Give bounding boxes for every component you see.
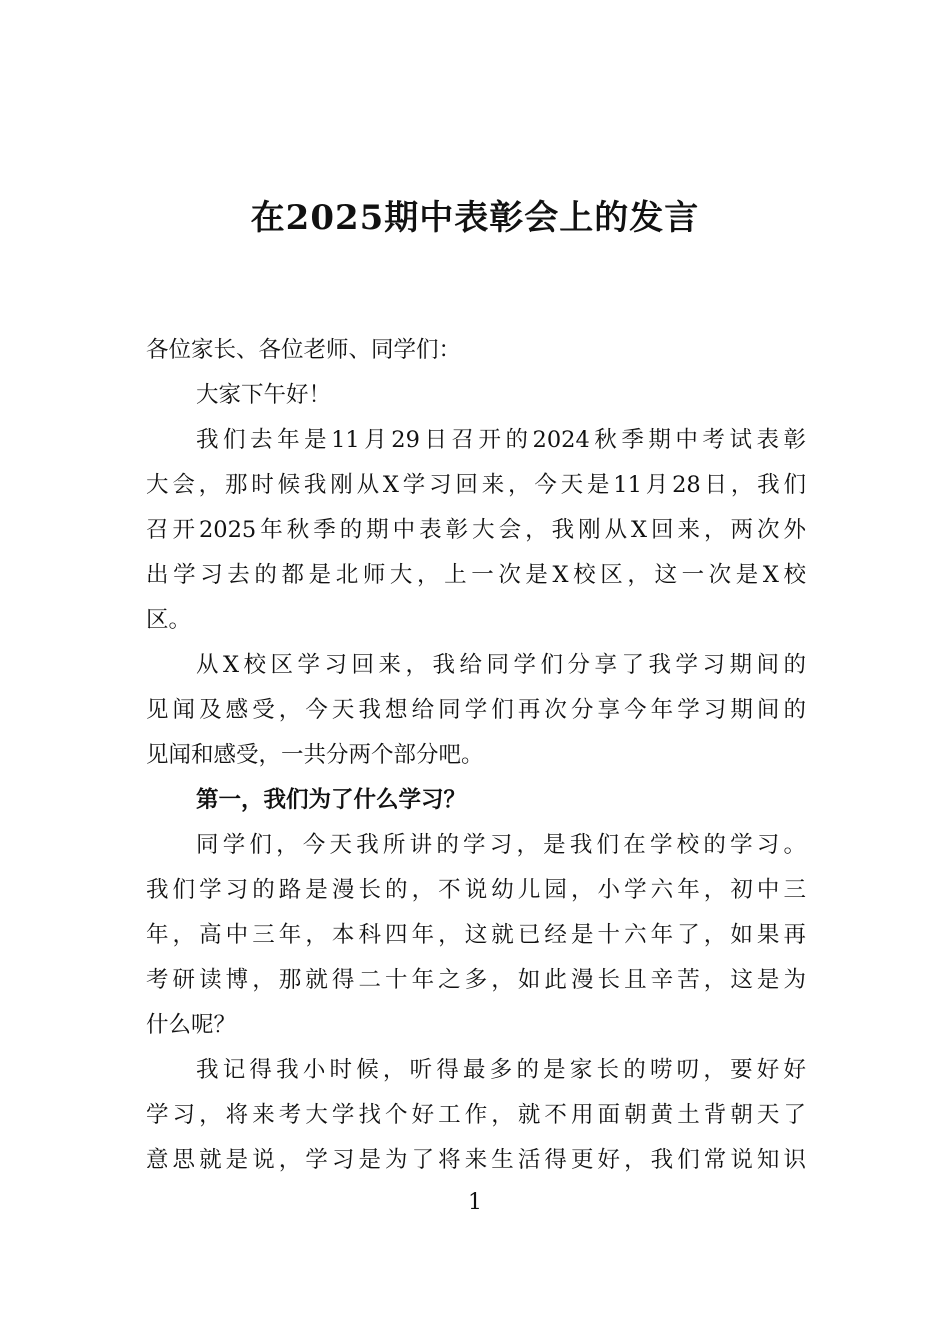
document-body — [146, 328, 806, 1183]
paragraph-line: 见闻及感受，今天我想给同学们再次分享今年学习期间的 — [146, 697, 806, 723]
paragraph-line: 我们去年是11月29日召开的2024秋季期中考试表彰 — [196, 427, 806, 453]
paragraph-line: 年，高中三年，本科四年，这就已经是十六年了，如果再 — [146, 922, 806, 948]
section-heading: 第一，我们为了什么学习？ — [196, 787, 467, 813]
salutation-line: 各位家长、各位老师、同学们： — [146, 337, 462, 363]
paragraph-line: 出学习去的都是北师大，上一次是X校区，这一次是X校 — [146, 562, 806, 588]
page-number: 1 — [468, 1190, 482, 1215]
paragraph-line: 见闻和感受，一共分两个部分吧。 — [146, 742, 484, 768]
paragraph-line: 大会，那时候我刚从X学习回来，今天是11月28日，我们 — [146, 472, 806, 498]
greeting-line: 大家下午好！ — [196, 382, 332, 408]
paragraph-line: 意思就是说，学习是为了将来生活得更好，我们常说知识 — [146, 1147, 806, 1173]
paragraph-line: 什么呢？ — [146, 1012, 237, 1038]
document-title: 在2025期中表彰会上的发言 — [250, 198, 700, 238]
paragraph-line: 学习，将来考大学找个好工作，就不用面朝黄土背朝天了 — [146, 1102, 806, 1128]
paragraph-line: 区。 — [146, 607, 192, 633]
paragraph-line: 我记得我小时候，听得最多的是家长的唠叨，要好好 — [196, 1057, 806, 1083]
paragraph-line: 考研读博，那就得二十年之多，如此漫长且辛苦，这是为 — [146, 967, 806, 993]
paragraph-line: 从X校区学习回来，我给同学们分享了我学习期间的 — [196, 652, 806, 678]
paragraph-line: 同学们，今天我所讲的学习，是我们在学校的学习。 — [196, 832, 806, 858]
paragraph-line: 召开2025年秋季的期中表彰大会，我刚从X回来，两次外 — [146, 517, 806, 543]
paragraph-line: 我们学习的路是漫长的，不说幼儿园，小学六年，初中三 — [146, 877, 806, 903]
